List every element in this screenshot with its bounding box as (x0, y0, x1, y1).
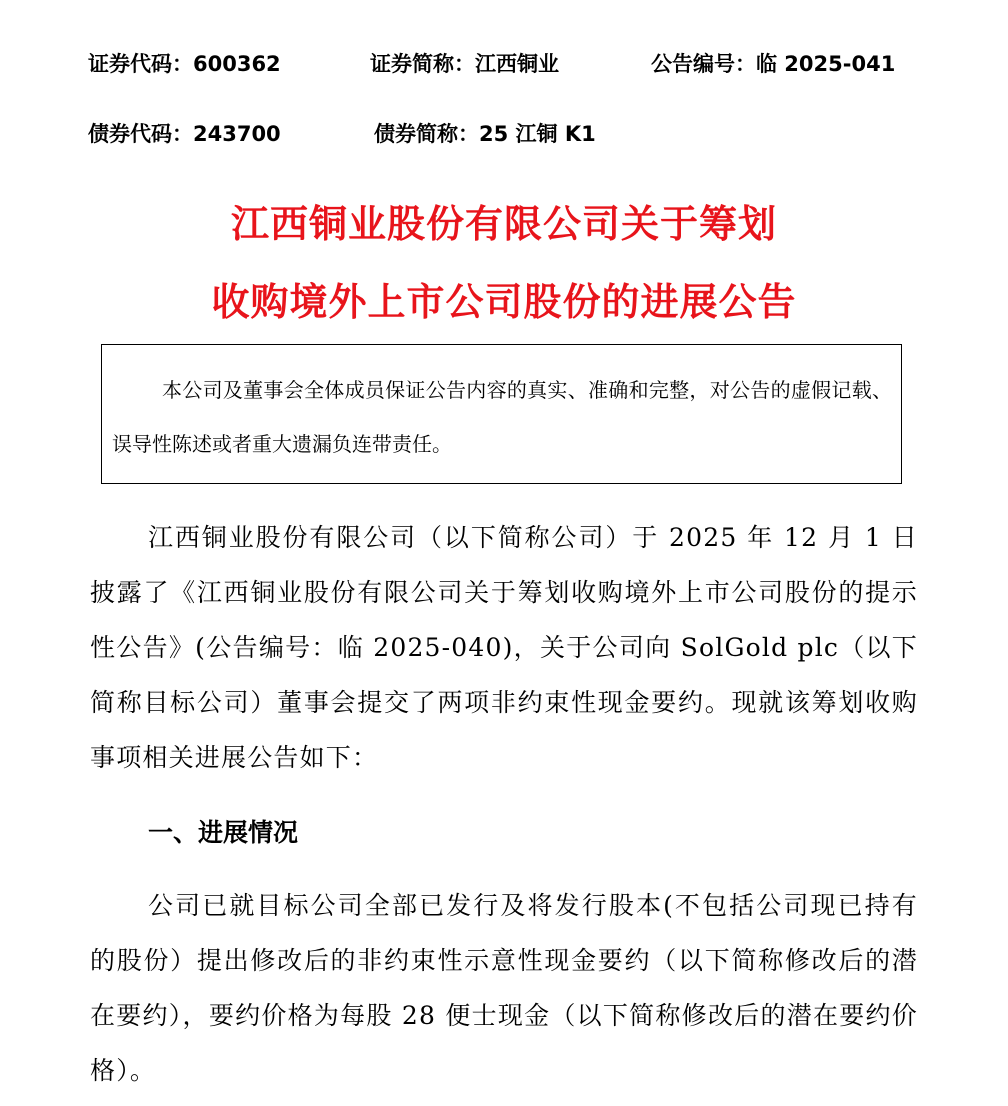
responsibility-notice-box (101, 344, 902, 484)
stock-name: 证券简称：江西铜业 (370, 52, 559, 76)
bond-name: 债券简称：25 江铜 K1 (374, 122, 596, 146)
section-heading-progress: 一、进展情况 (148, 818, 299, 847)
intro-paragraph: 江西铜业股份有限公司（以下简称公司）于 2025 年 12 月 1 日披露了《江西铜业股份有限公司关于筹划收购境外上市公司股份的提示性公告》(公告编号：临 2025-040)，关于公司向 SolGold plc（以下简称目标公司）董事会提交了两项非约束性现金要约。现就该筹划收购事项相关进展公告如下： (90, 523, 918, 772)
stock-code: 证券代码：600362 (88, 52, 281, 76)
announcement-number: 公告编号：临 2025-041 (651, 52, 896, 76)
progress-paragraph: 公司已就目标公司全部已发行及将发行股本(不包括公司现已持有的股份）提出修改后的非约束性示意性现金要约（以下简称修改后的潜在要约），要约价格为每股 28 便士现金（以下简称修改后的潜在要约价格）。 (90, 891, 918, 1085)
title-line-1: 江西铜业股份有限公司关于筹划 (230, 202, 777, 246)
bond-code: 债券代码：243700 (88, 122, 281, 146)
responsibility-notice-text: 本公司及董事会全体成员保证公告内容的真实、准确和完整，对公告的虚假记载、误导性陈述或者重大遗漏负连带责任。 (112, 378, 892, 456)
title-line-2: 收购境外上市公司股份的进展公告 (211, 280, 797, 324)
